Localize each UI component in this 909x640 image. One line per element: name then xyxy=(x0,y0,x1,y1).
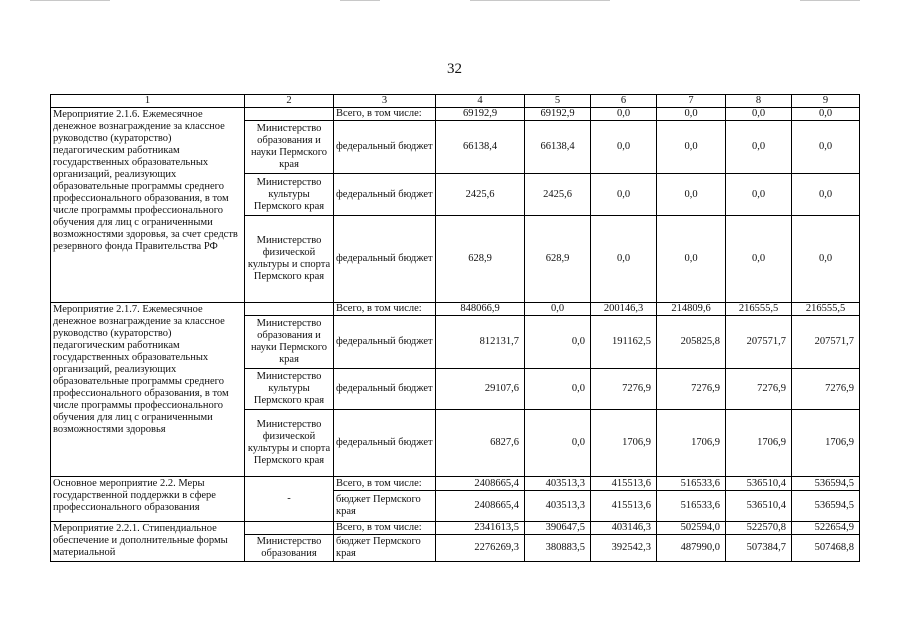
activity-description: Мероприятие 2.2.1. Стипендиальное обеспечение и дополнительные формы материальной xyxy=(51,522,245,562)
funding-source: федеральный бюджет xyxy=(334,369,436,410)
value-cell: 0,0 xyxy=(792,174,860,216)
value-cell: 415513,6 xyxy=(591,491,657,522)
value-cell: 380883,5 xyxy=(525,535,591,562)
table-row-total xyxy=(51,477,860,491)
value-cell: 29107,6 xyxy=(436,369,525,410)
value-cell: 536510,4 xyxy=(726,491,792,522)
funding-source: федеральный бюджет xyxy=(334,410,436,477)
value-cell: 0,0 xyxy=(657,216,726,303)
value-cell: 0,0 xyxy=(525,369,591,410)
funding-source: федеральный бюджет xyxy=(334,174,436,216)
value-cell: 403513,3 xyxy=(525,491,591,522)
table-row-total xyxy=(51,303,860,316)
value-cell: 1706,9 xyxy=(591,410,657,477)
value-cell: 536594,5 xyxy=(792,491,860,522)
value-cell: 7276,9 xyxy=(591,369,657,410)
funding-source: Всего, в том числе: xyxy=(334,108,436,121)
value-cell: 0,0 xyxy=(726,174,792,216)
ministry-cell-empty xyxy=(245,303,334,316)
column-header: 9 xyxy=(792,95,860,108)
value-cell: 0,0 xyxy=(657,174,726,216)
ministry-name: Министерство культуры Пермского края xyxy=(245,369,334,410)
table-row-total xyxy=(51,108,860,121)
value-cell: 848066,9 xyxy=(436,303,525,316)
column-number-row xyxy=(51,95,860,108)
value-cell: 403513,3 xyxy=(525,477,591,491)
value-cell: 207571,7 xyxy=(726,316,792,369)
value-cell: 69192,9 xyxy=(525,108,591,121)
value-cell: 507384,7 xyxy=(726,535,792,562)
value-cell: 0,0 xyxy=(525,303,591,316)
value-cell: 2425,6 xyxy=(525,174,591,216)
value-cell: 7276,9 xyxy=(657,369,726,410)
value-cell: 0,0 xyxy=(792,216,860,303)
value-cell: 403146,3 xyxy=(591,522,657,535)
value-cell: 522654,9 xyxy=(792,522,860,535)
ministry-name: Министерство физической культуры и спорта Пермского края xyxy=(245,410,334,477)
value-cell: 69192,9 xyxy=(436,108,525,121)
value-cell: 2425,6 xyxy=(436,174,525,216)
funding-source: федеральный бюджет xyxy=(334,316,436,369)
column-header: 4 xyxy=(436,95,525,108)
funding-source: бюджет Пермского края xyxy=(334,491,436,522)
ministry-cell-empty xyxy=(245,108,334,121)
value-cell: 2408665,4 xyxy=(436,477,525,491)
budget-table xyxy=(50,94,860,562)
funding-source: бюджет Пермского края xyxy=(334,535,436,562)
value-cell: 0,0 xyxy=(591,216,657,303)
value-cell: 0,0 xyxy=(726,216,792,303)
value-cell: 0,0 xyxy=(591,121,657,174)
value-cell: 7276,9 xyxy=(792,369,860,410)
value-cell: 205825,8 xyxy=(657,316,726,369)
ministry-name: - xyxy=(245,477,334,522)
value-cell: 214809,6 xyxy=(657,303,726,316)
value-cell: 216555,5 xyxy=(792,303,860,316)
table-row-total xyxy=(51,522,860,535)
value-cell: 200146,3 xyxy=(591,303,657,316)
funding-source: федеральный бюджет xyxy=(334,121,436,174)
column-header: 5 xyxy=(525,95,591,108)
ministry-name: Министерство образования xyxy=(245,535,334,562)
activity-description: Основное мероприятие 2.2. Меры государственной поддержки в сфере профессионального образования xyxy=(51,477,245,522)
value-cell: 0,0 xyxy=(525,410,591,477)
value-cell: 6827,6 xyxy=(436,410,525,477)
value-cell: 0,0 xyxy=(792,108,860,121)
value-cell: 191162,5 xyxy=(591,316,657,369)
column-header: 7 xyxy=(657,95,726,108)
value-cell: 536510,4 xyxy=(726,477,792,491)
column-header: 1 xyxy=(51,95,245,108)
column-header: 3 xyxy=(334,95,436,108)
value-cell: 207571,7 xyxy=(792,316,860,369)
funding-source: Всего, в том числе: xyxy=(334,477,436,491)
column-header: 2 xyxy=(245,95,334,108)
value-cell: 415513,6 xyxy=(591,477,657,491)
value-cell: 507468,8 xyxy=(792,535,860,562)
value-cell: 522570,8 xyxy=(726,522,792,535)
value-cell: 7276,9 xyxy=(726,369,792,410)
value-cell: 0,0 xyxy=(726,121,792,174)
value-cell: 1706,9 xyxy=(792,410,860,477)
value-cell: 1706,9 xyxy=(726,410,792,477)
column-header: 8 xyxy=(726,95,792,108)
value-cell: 2341613,5 xyxy=(436,522,525,535)
page-number: 32 xyxy=(447,61,462,77)
ministry-name: Министерство физической культуры и спорта Пермского края xyxy=(245,216,334,303)
value-cell: 390647,5 xyxy=(525,522,591,535)
value-cell: 0,0 xyxy=(657,121,726,174)
value-cell: 0,0 xyxy=(591,174,657,216)
value-cell: 0,0 xyxy=(525,316,591,369)
value-cell: 0,0 xyxy=(657,108,726,121)
ministry-name: Министерство образования и науки Пермского края xyxy=(245,316,334,369)
funding-source: Всего, в том числе: xyxy=(334,303,436,316)
value-cell: 502594,0 xyxy=(657,522,726,535)
column-header: 6 xyxy=(591,95,657,108)
value-cell: 216555,5 xyxy=(726,303,792,316)
activity-description: Мероприятие 2.1.7. Ежемесячное денежное вознаграждение за классное руководство (кураторство) педагогическим работникам государственных образовательных организаций, реализующих образовательные программы среднего профессионального образования, в том числе программы профессионального обучения для лиц с ограниченными возможностями здоровья xyxy=(51,303,245,477)
value-cell: 1706,9 xyxy=(657,410,726,477)
value-cell: 628,9 xyxy=(525,216,591,303)
value-cell: 0,0 xyxy=(726,108,792,121)
activity-description: Мероприятие 2.1.6. Ежемесячное денежное вознаграждение за классное руководство (кураторство) педагогическим работникам государственных образовательных организаций, реализующих образовательные программы среднего профессионального образования, в том числе программы профессионального обучения для лиц с ограниченными возможностями здоровья, за счет средств резервного фонда Правительства РФ xyxy=(51,108,245,303)
value-cell: 812131,7 xyxy=(436,316,525,369)
value-cell: 66138,4 xyxy=(436,121,525,174)
value-cell: 66138,4 xyxy=(525,121,591,174)
funding-source: федеральный бюджет xyxy=(334,216,436,303)
ministry-name: Министерство образования и науки Пермского края xyxy=(245,121,334,174)
ministry-cell-empty xyxy=(245,522,334,535)
value-cell: 2276269,3 xyxy=(436,535,525,562)
value-cell: 516533,6 xyxy=(657,477,726,491)
value-cell: 2408665,4 xyxy=(436,491,525,522)
value-cell: 536594,5 xyxy=(792,477,860,491)
value-cell: 516533,6 xyxy=(657,491,726,522)
ministry-name: Министерство культуры Пермского края xyxy=(245,174,334,216)
funding-source: Всего, в том числе: xyxy=(334,522,436,535)
value-cell: 0,0 xyxy=(792,121,860,174)
value-cell: 487990,0 xyxy=(657,535,726,562)
scan-top-edge xyxy=(0,0,909,1)
value-cell: 0,0 xyxy=(591,108,657,121)
value-cell: 392542,3 xyxy=(591,535,657,562)
value-cell: 628,9 xyxy=(436,216,525,303)
